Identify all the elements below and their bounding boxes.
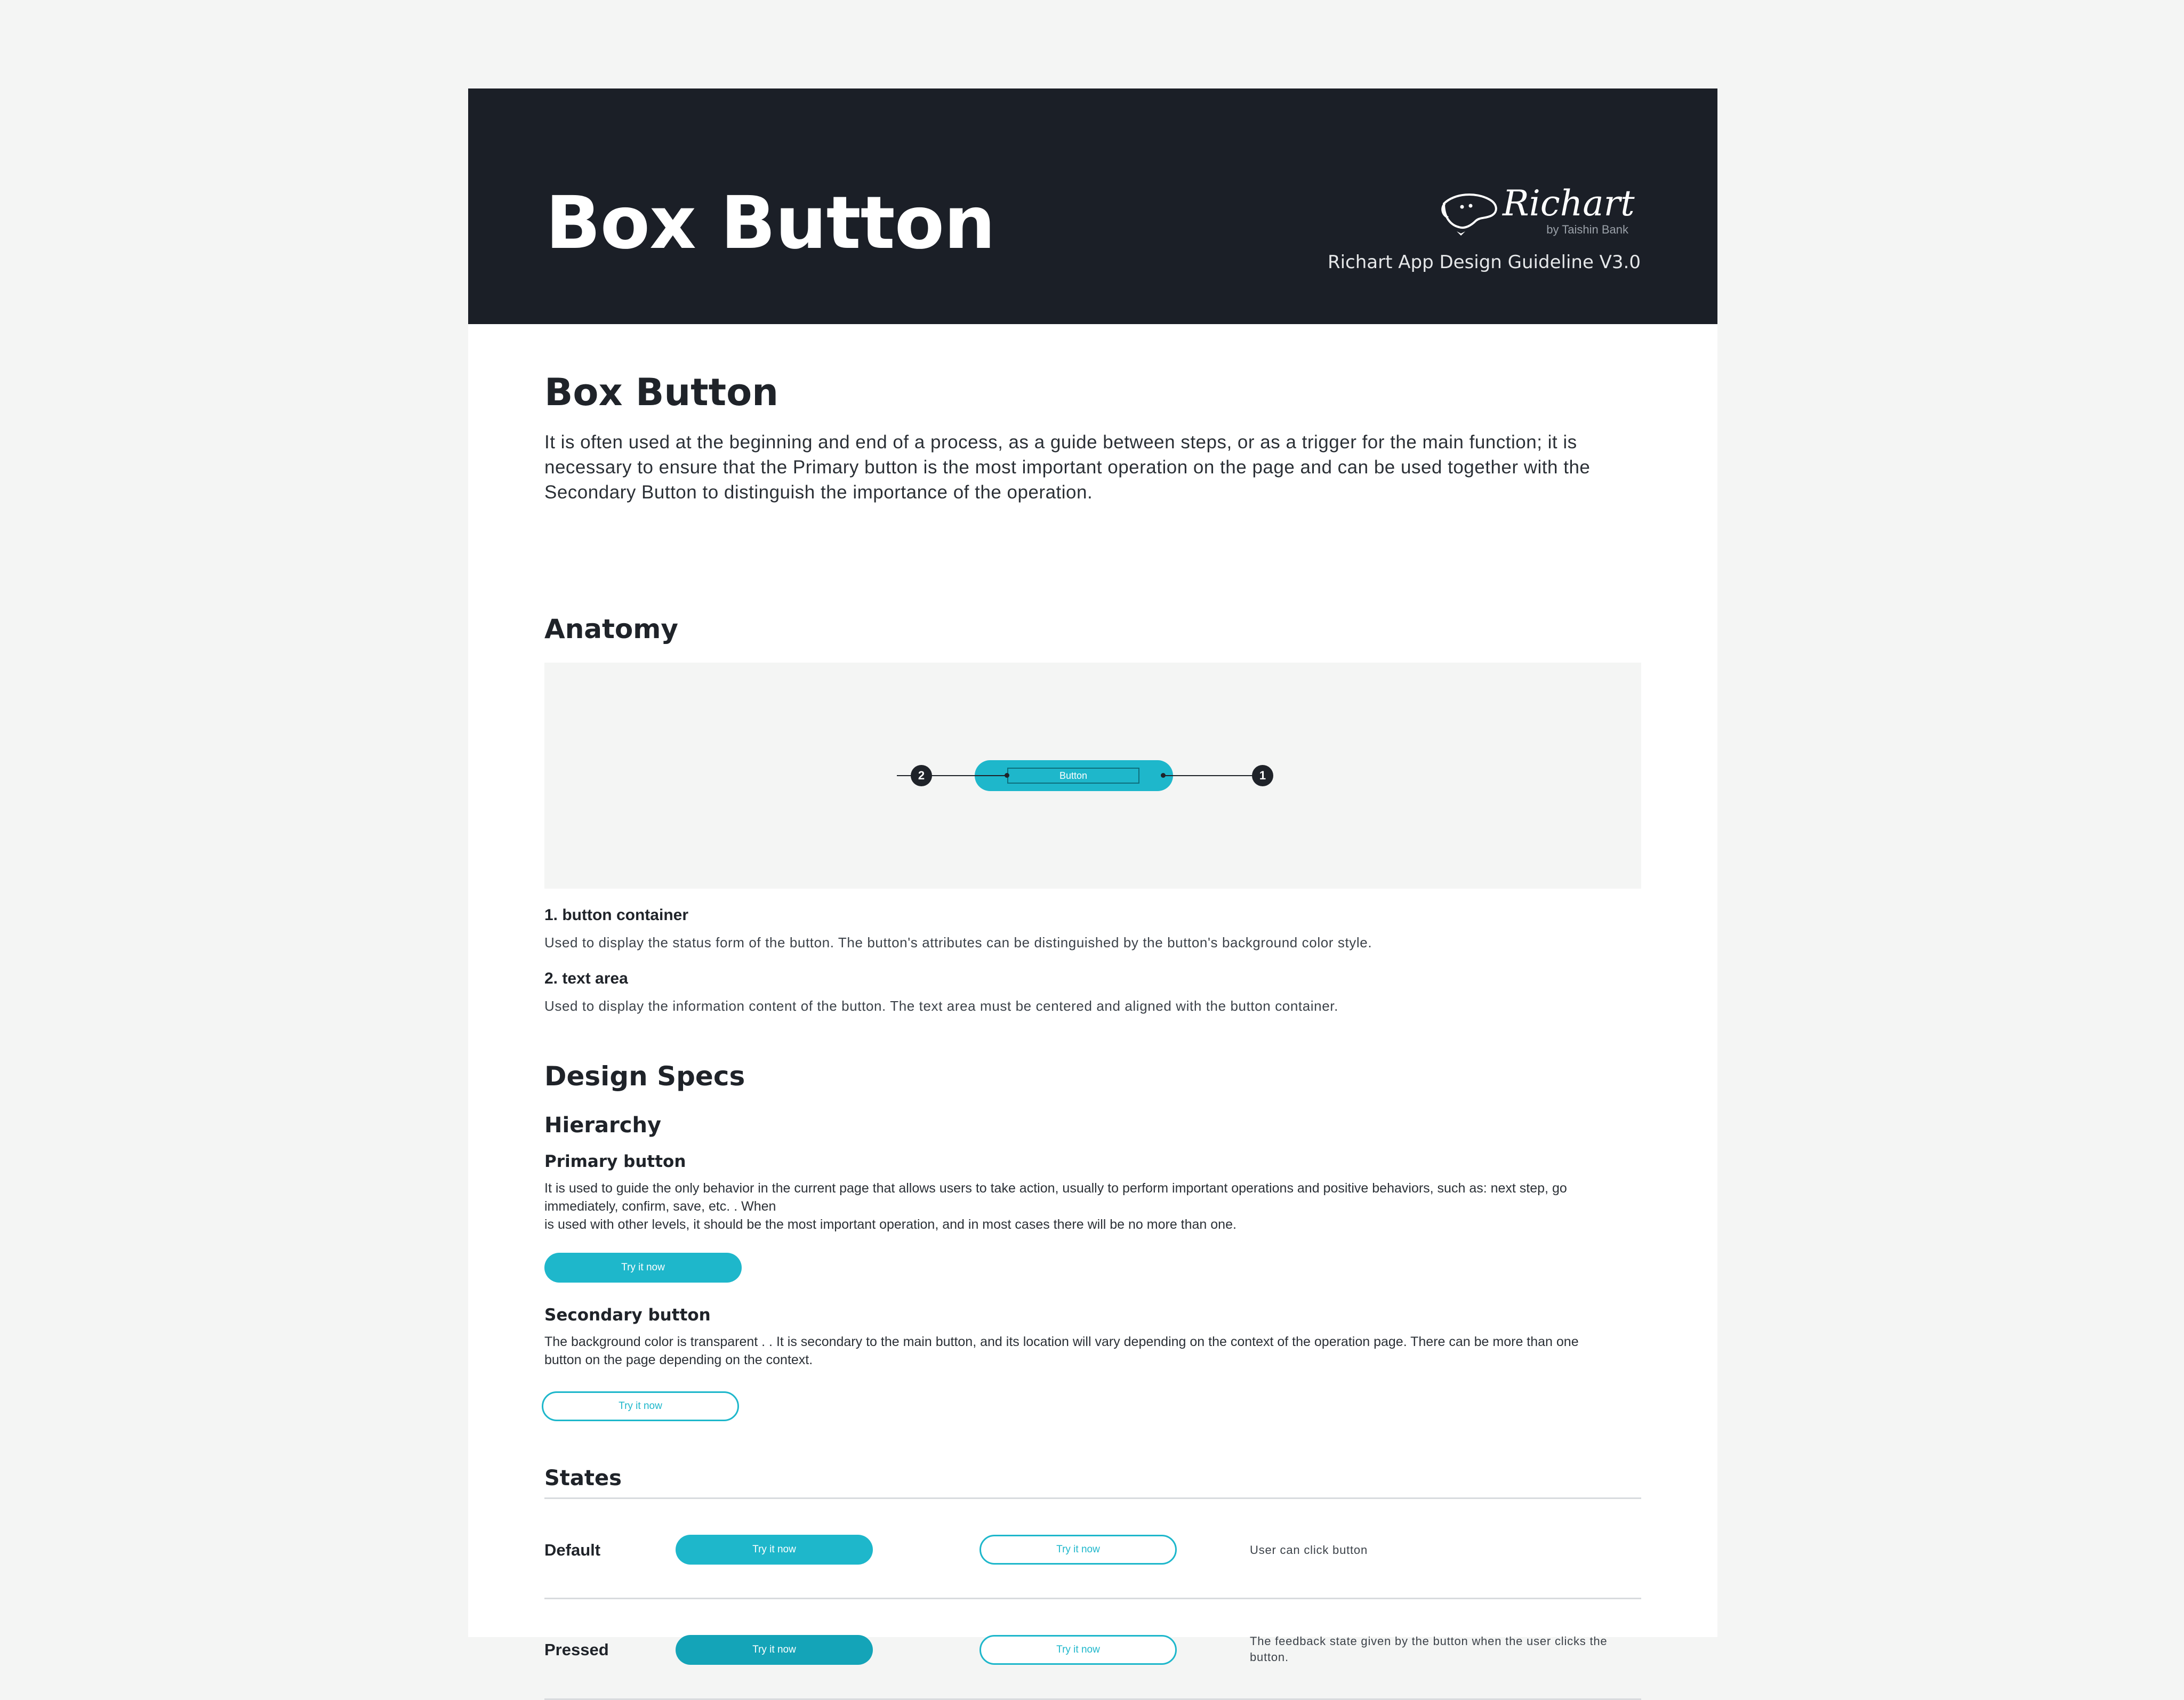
intro-description: It is often used at the beginning and end of a process, as a guide between steps, or as a trigger for the main function; it is necessary to ensure that the Primary button is the most important operation on the page and can be used together with the Secondary Button to distinguish the importance of the operation. <box>544 432 1591 503</box>
state-desc-default: User can click button <box>1250 1543 1368 1557</box>
anatomy-marker-1: 1 <box>1252 765 1273 786</box>
pressed-secondary-button[interactable]: Try it now <box>979 1635 1177 1665</box>
anatomy-anchor-2 <box>1005 773 1009 778</box>
pressed-primary-button[interactable]: Try it now <box>676 1635 873 1665</box>
state-desc-pressed: The feedback state given by the button when the user clicks the button. <box>1250 1634 1608 1664</box>
anatomy-diagram <box>544 663 1641 889</box>
default-primary-button[interactable]: Try it now <box>676 1535 873 1565</box>
state-label-default: Default <box>544 1541 601 1559</box>
richart-logo: Richart by Taishin Bank <box>1439 182 1641 246</box>
secondary-button-title: Secondary button <box>544 1306 711 1325</box>
primary-button-description: It is used to guide the only behavior in the current page that allows users to take action, usually to perform important operations and positive behaviors, such as: next step, go immediately, confirm, save, etc. . When is used with other levels, it should be the most important operation, and in most cases there will be no more than one. <box>544 1181 1567 1232</box>
anatomy-title: Anatomy <box>544 614 678 644</box>
hierarchy-title: Hierarchy <box>544 1113 662 1138</box>
secondary-button-example[interactable]: Try it now <box>542 1391 739 1421</box>
state-label-pressed: Pressed <box>544 1640 609 1659</box>
part-title-text-area: 2. text area <box>544 970 628 987</box>
default-secondary-button[interactable]: Try it now <box>979 1535 1177 1565</box>
dog-mascot-icon <box>1439 188 1503 241</box>
guideline-sheet <box>468 88 1717 1664</box>
section-title: Box Button <box>544 370 779 414</box>
anatomy-anchor-1 <box>1161 773 1166 778</box>
primary-button-title: Primary button <box>544 1152 686 1171</box>
states-divider-middle <box>544 1598 1641 1599</box>
guideline-version: Richart App Design Guideline V3.0 <box>1327 252 1641 273</box>
anatomy-leader-line-1 <box>1163 775 1262 776</box>
primary-button-example[interactable]: Try it now <box>544 1253 742 1283</box>
design-specs-title: Design Specs <box>544 1061 745 1092</box>
anatomy-marker-2: 2 <box>911 765 932 786</box>
page-title: Box Button <box>545 181 995 265</box>
states-divider-top <box>544 1497 1641 1499</box>
secondary-button-description: The background color is transparent . . It is secondary to the main button, and its location will vary depending on the context of the operation page. There can be more than one button on the page depending on the context. <box>544 1334 1579 1367</box>
part-desc-container: Used to display the status form of the button. The button's attributes can be distinguished by the button's background color style. <box>544 934 1372 950</box>
states-title: States <box>544 1466 622 1490</box>
page-header <box>468 88 1717 324</box>
part-title-container: 1. button container <box>544 906 688 924</box>
part-desc-text-area: Used to display the information content of the button. The text area must be centered and aligned with the button container. <box>544 998 1338 1014</box>
anatomy-text-area: Button <box>1007 768 1139 784</box>
